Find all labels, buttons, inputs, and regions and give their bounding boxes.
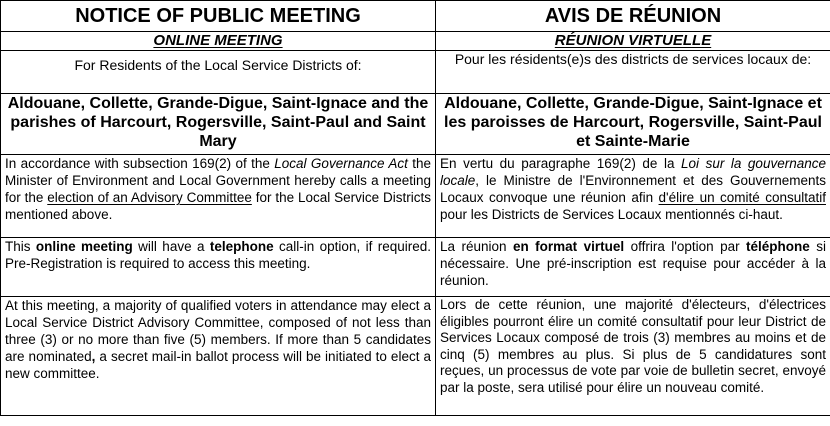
english-subtitle-text: ONLINE MEETING — [153, 32, 283, 49]
english-p1-a: In accordance with subsection 169(2) of the — [5, 156, 275, 171]
french-p1-b: , le Ministre de l'Environnement et des Gouvernements Locaux convoque une réunion afin — [440, 173, 826, 205]
english-p1-b: the Minister of Environment and Local Government hereby calls a meeting for the — [5, 156, 432, 205]
french-p1-c: pour les Districts de Services Locaux mentionnés ci-haut. — [440, 207, 783, 222]
french-paragraph-1 — [436, 155, 830, 238]
french-subtitle-text: RÉUNION VIRTUELLE — [554, 32, 712, 49]
french-p2-a: La réunion — [440, 239, 513, 254]
french-p2-b: offrira l'option par — [624, 239, 747, 254]
english-p2-a: This — [5, 239, 36, 254]
french-telephone-bold: téléphone — [746, 239, 810, 254]
french-paragraph-3: Lors de cette réunion, une majorité d'électeurs, d'électrices éligibles pourront élire un comité consultatif pour leur District de Services Locaux composé de trois (3) membres au moins et de cinq (5) membres au plus. Si plus de 5 candidatures sont reçues, un processus de vote par voie de bulletin secret, envoyé par la poste, sera utilisé pour élire un nouveau comité. — [436, 297, 830, 416]
french-act-name: Loi sur la gouvernance locale — [440, 156, 826, 188]
english-subtitle — [1, 32, 436, 51]
english-p3-c: a secret mail-in ballot process will be initiated to elect a new committee. — [5, 349, 432, 381]
english-p3-a: At this meeting, a majority of qualified voters in attendance may elect a Local Service District Advisory Committee, composed of not less than three (3) or no more than five (5) members. If more than 5 candidates are nominated — [5, 298, 431, 364]
english-paragraph-3 — [1, 297, 436, 416]
english-title: NOTICE OF PUBLIC MEETING — [1, 1, 436, 32]
english-p2-c: call-in option, if required. Pre-Registration is required to access this meeting. — [5, 239, 431, 271]
english-places: Aldouane, Collette, Grande-Digue, Saint-Ignace and the parishes of Harcourt, Rogersville, Saint-Paul and Saint Mary — [1, 94, 436, 155]
french-p1-a: En vertu du paragraphe 169(2) de la — [440, 156, 681, 171]
english-paragraph-1 — [1, 155, 436, 238]
french-places: Aldouane, Collette, Grande-Digue, Saint-Ignace et les paroisses de Harcourt, Rogersville, Saint-Paul et Sainte-Marie — [436, 94, 830, 155]
english-act-name: Local Governance Act — [274, 156, 408, 171]
french-subtitle — [436, 32, 830, 51]
french-paragraph-2 — [436, 238, 830, 297]
english-paragraph-2 — [1, 238, 436, 297]
english-p1-c: for the Local Service Districts mentioned above. — [5, 190, 431, 222]
english-residents-line: For Residents of the Local Service Districts of: — [1, 51, 436, 94]
french-election-link-text: d'élire un comité consultatif — [658, 190, 826, 205]
english-p3-comma: , — [91, 349, 96, 364]
french-title: AVIS DE RÉUNION — [436, 1, 830, 32]
french-residents-line: Pour les résidents(e)s des districts de services locaux de: — [436, 51, 830, 94]
english-p2-b: will have a — [132, 239, 210, 254]
french-virtual-format-bold: en format virtuel — [512, 239, 625, 254]
french-p2-c: si nécessaire. Une pré-inscription est requise pour accéder à la réunion. — [440, 239, 827, 288]
english-online-meeting-bold: online meeting — [35, 239, 133, 254]
english-election-link-text: election of an Advisory Committee — [47, 190, 252, 205]
english-telephone-bold: telephone — [209, 239, 274, 254]
